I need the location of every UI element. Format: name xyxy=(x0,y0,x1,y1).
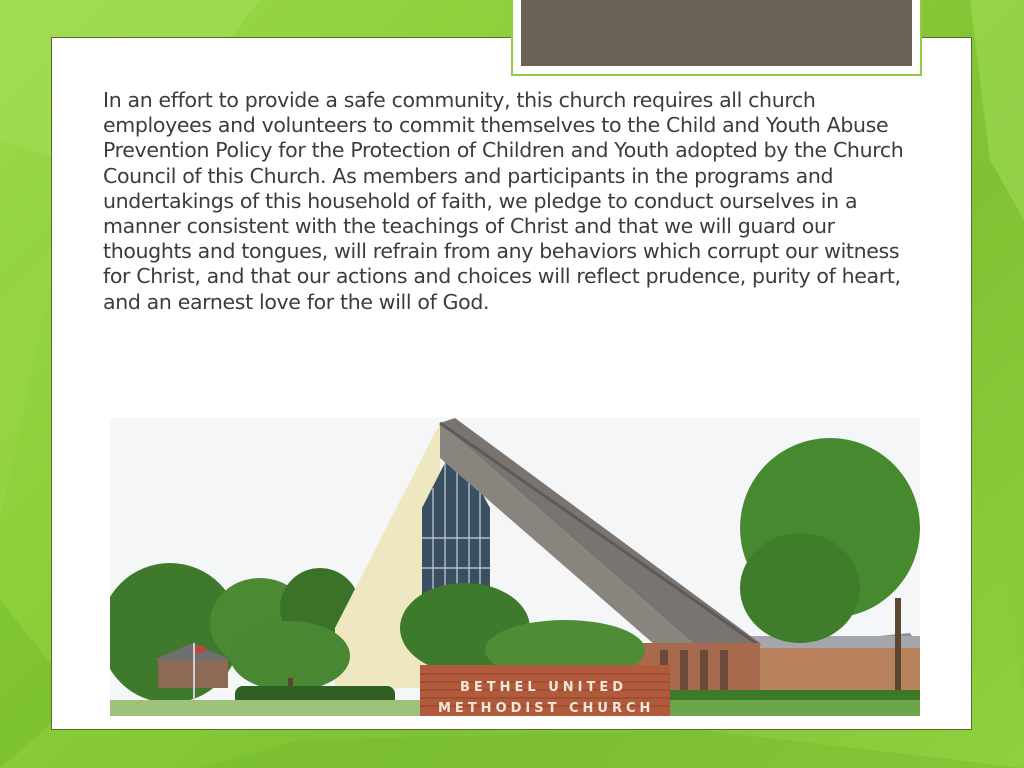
policy-statement-text: In an effort to provide a safe community, this church requires all church employees and volunteers to commit themselves to the Child and Youth Abuse Prevention Policy for the Protection of Children and Youth adopted by the Church Council of this Church. As members and participants in the programs and undertakings of this household of faith, we pledge to conduct ourselves in a manner consistent with the teachings of Christ and that we will guard our thoughts and tongues, will refrain from any behaviors which corrupt our witness for Christ, and that our actions and choices will reflect prudence, purity of heart, and an earnest love for the will of God. xyxy=(103,88,904,314)
sign-line-1: BETHEL UNITED xyxy=(460,680,628,695)
title-placeholder-tab xyxy=(511,0,922,76)
sign-line-2: METHODIST CHURCH xyxy=(438,701,655,716)
church-photo xyxy=(110,418,920,716)
church-photo-illustration xyxy=(110,418,920,716)
title-bar xyxy=(521,0,912,66)
